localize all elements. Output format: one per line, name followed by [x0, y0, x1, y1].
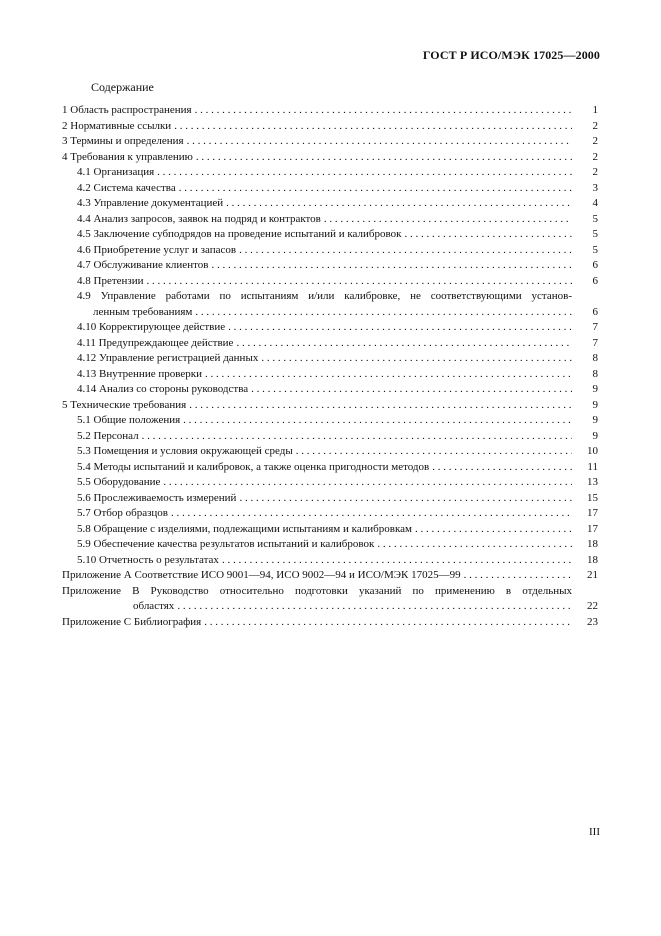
- toc-entry[interactable]: [62, 584, 598, 615]
- dot-leader: [377, 537, 572, 553]
- dot-leader: [239, 491, 572, 507]
- toc-entry-text: 4.12 Управление регистрацией данных: [77, 352, 259, 364]
- toc-entry[interactable]: [62, 320, 598, 336]
- dot-leader: [171, 506, 572, 522]
- toc-entry[interactable]: [62, 351, 598, 367]
- dot-leader: [261, 351, 572, 367]
- toc-entry-page: 18: [587, 538, 598, 550]
- toc-entry-text: 4.10 Корректирующее действие: [77, 321, 226, 333]
- toc-entry-text: Приложение В Руководство относительно подготовки указаний по применению в отдельных: [62, 584, 572, 597]
- toc-entry-page: 10: [587, 445, 598, 457]
- dot-leader: [174, 119, 572, 135]
- toc-entry[interactable]: [62, 103, 598, 119]
- dot-leader: [163, 475, 572, 491]
- toc-entry[interactable]: [62, 150, 598, 166]
- toc-entry-page: 5: [592, 243, 598, 256]
- toc-entry-text: Приложение С Библиография: [62, 615, 202, 628]
- toc-entry-text-continued: областях: [133, 600, 175, 612]
- toc-entry-text: 5.4 Методы испытаний и калибровок, а также оценка пригодности методов: [77, 460, 430, 473]
- toc-entry-text: 2 Нормативные ссылки: [62, 119, 172, 132]
- toc-entry-page: 17: [587, 522, 598, 535]
- toc-entry[interactable]: [62, 196, 598, 212]
- toc-entry-page: 7: [592, 336, 598, 349]
- dot-leader: [205, 367, 572, 383]
- dot-leader: [196, 150, 572, 166]
- toc-entry-text: 5.10 Отчетность о результатах: [77, 553, 219, 566]
- dot-leader: [183, 413, 572, 429]
- toc-entry-text: 4 Требования к управлению: [62, 150, 193, 163]
- toc-entry-page: 18: [587, 553, 598, 566]
- dot-leader: [239, 243, 572, 259]
- toc-entry-text: Приложение А Соответствие ИСО 9001—94, ИСО 9002—94 и ИСО/МЭК 17025—99: [62, 569, 461, 581]
- dot-leader: [204, 615, 572, 631]
- dot-leader: [228, 320, 572, 336]
- toc-entry[interactable]: [62, 398, 598, 414]
- toc-entry-page: 6: [592, 274, 598, 287]
- toc-entry-page: 5: [592, 228, 598, 240]
- toc-entry[interactable]: [62, 258, 598, 274]
- toc-entry[interactable]: [62, 537, 598, 553]
- toc-entry-text: 3 Термины и определения: [62, 135, 184, 147]
- toc-entry-text: 5.3 Помещения и условия окружающей среды: [77, 445, 293, 457]
- toc-entry-page: 2: [592, 166, 598, 178]
- toc-entry[interactable]: [62, 181, 598, 197]
- toc-entry[interactable]: [62, 289, 598, 320]
- toc-entry[interactable]: [62, 615, 598, 631]
- toc-title: Содержание: [91, 80, 154, 94]
- toc-entry[interactable]: [62, 475, 598, 491]
- toc-entry[interactable]: [62, 506, 598, 522]
- toc-entry-page: 23: [587, 615, 598, 628]
- dot-leader: [251, 382, 572, 398]
- toc-entry-page: 2: [592, 135, 598, 147]
- toc-entry-text: 4.11 Предупреждающее действие: [77, 336, 234, 349]
- toc-entry[interactable]: [62, 212, 598, 228]
- toc-entry-page: 7: [592, 321, 598, 333]
- toc-entry-page: 9: [592, 383, 598, 395]
- toc-entry-text: 5 Технические требования: [62, 398, 187, 411]
- toc-entry[interactable]: [62, 413, 598, 429]
- dot-leader: [432, 460, 572, 476]
- dot-leader: [404, 227, 572, 243]
- toc-entry-page: 9: [592, 414, 598, 426]
- dot-leader: [177, 599, 572, 615]
- toc-entry-page: 4: [592, 197, 598, 209]
- toc-entry-text: 4.13 Внутренние проверки: [77, 367, 202, 380]
- toc-entry-text: 5.6 Прослеживаемость измерений: [77, 491, 237, 504]
- toc-entry-page: 8: [592, 367, 598, 380]
- toc-entry-page: 6: [592, 305, 598, 318]
- toc-entry-page: 1: [592, 104, 598, 116]
- dot-leader: [195, 103, 572, 119]
- dot-leader: [179, 181, 572, 197]
- dot-leader: [211, 258, 572, 274]
- toc-entry-text: 4.3 Управление документацией: [77, 197, 224, 209]
- toc-entry-text: 4.5 Заключение субподрядов на проведение испытаний и калибровок: [77, 228, 402, 240]
- toc-entry-page: 17: [587, 507, 598, 519]
- dot-leader: [464, 568, 572, 584]
- table-of-contents: [62, 103, 598, 630]
- dot-leader: [147, 274, 572, 290]
- toc-entry-page: 11: [587, 460, 598, 473]
- toc-entry[interactable]: [62, 460, 598, 476]
- dot-leader: [157, 165, 572, 181]
- toc-entry-text: 4.9 Управление работами по испытаниям и/или калибровке, не соответствующими установ-: [77, 290, 572, 302]
- dot-leader: [187, 134, 572, 150]
- document-header: ГОСТ Р ИСО/МЭК 17025—2000: [422, 48, 600, 62]
- toc-entry-text: 5.8 Обращение с изделиями, подлежащими испытаниям и калибровкам: [77, 522, 412, 535]
- dot-leader: [195, 305, 572, 321]
- toc-entry[interactable]: [62, 444, 598, 460]
- dot-leader: [296, 444, 572, 460]
- toc-entry-text: 4.4 Анализ запросов, заявок на подряд и контрактов: [77, 212, 321, 225]
- toc-entry-text: 4.2 Система качества: [77, 181, 176, 194]
- dot-leader: [236, 336, 572, 352]
- dot-leader: [415, 522, 572, 538]
- toc-entry[interactable]: [62, 522, 598, 538]
- toc-entry-page: 3: [592, 181, 598, 194]
- dot-leader: [324, 212, 572, 228]
- toc-entry[interactable]: [62, 367, 598, 383]
- toc-entry-text: 4.7 Обслуживание клиентов: [77, 259, 209, 271]
- toc-entry[interactable]: [62, 134, 598, 150]
- dot-leader: [226, 196, 572, 212]
- toc-entry-page: 2: [592, 150, 598, 163]
- toc-entry-text-continued: ленным требованиям: [93, 305, 193, 318]
- toc-entry-page: 15: [587, 491, 598, 504]
- toc-entry[interactable]: [62, 274, 598, 290]
- toc-entry-page: 5: [592, 212, 598, 225]
- toc-entry[interactable]: [62, 336, 598, 352]
- toc-entry[interactable]: [62, 568, 598, 584]
- toc-entry-text: 4.6 Приобретение услуг и запасов: [77, 243, 237, 256]
- toc-entry-text: 4.1 Организация: [77, 166, 155, 178]
- toc-entry-page: 2: [592, 119, 598, 132]
- toc-entry-page: 6: [592, 259, 598, 271]
- toc-entry-text: 1 Область распространения: [62, 104, 192, 116]
- dot-leader: [222, 553, 572, 569]
- toc-entry-page: 21: [587, 569, 598, 581]
- page-number: III: [589, 826, 600, 838]
- toc-entry-text: 5.7 Отбор образцов: [77, 507, 169, 519]
- dot-leader: [189, 398, 572, 414]
- toc-entry[interactable]: [62, 243, 598, 259]
- toc-entry-text: 5.5 Оборудование: [77, 476, 161, 488]
- toc-entry-page: 8: [592, 352, 598, 364]
- toc-entry[interactable]: [62, 119, 598, 135]
- toc-entry-page: 13: [587, 476, 598, 488]
- toc-entry-page: 22: [587, 600, 598, 612]
- toc-entry[interactable]: [62, 165, 598, 181]
- toc-entry-text: 5.1 Общие положения: [77, 414, 181, 426]
- toc-entry-text: 4.14 Анализ со стороны руководства: [77, 383, 249, 395]
- toc-entry-text: 4.8 Претензии: [77, 274, 144, 287]
- dot-leader: [142, 429, 572, 445]
- toc-entry-page: 9: [592, 429, 598, 442]
- toc-entry[interactable]: [62, 429, 598, 445]
- toc-entry[interactable]: [62, 491, 598, 507]
- toc-entry-text: 5.9 Обеспечение качества результатов испытаний и калибровок: [77, 538, 375, 550]
- toc-entry-page: 9: [592, 398, 598, 411]
- toc-entry[interactable]: [62, 553, 598, 569]
- toc-entry[interactable]: [62, 382, 598, 398]
- toc-entry-text: 5.2 Персонал: [77, 429, 139, 442]
- toc-entry[interactable]: [62, 227, 598, 243]
